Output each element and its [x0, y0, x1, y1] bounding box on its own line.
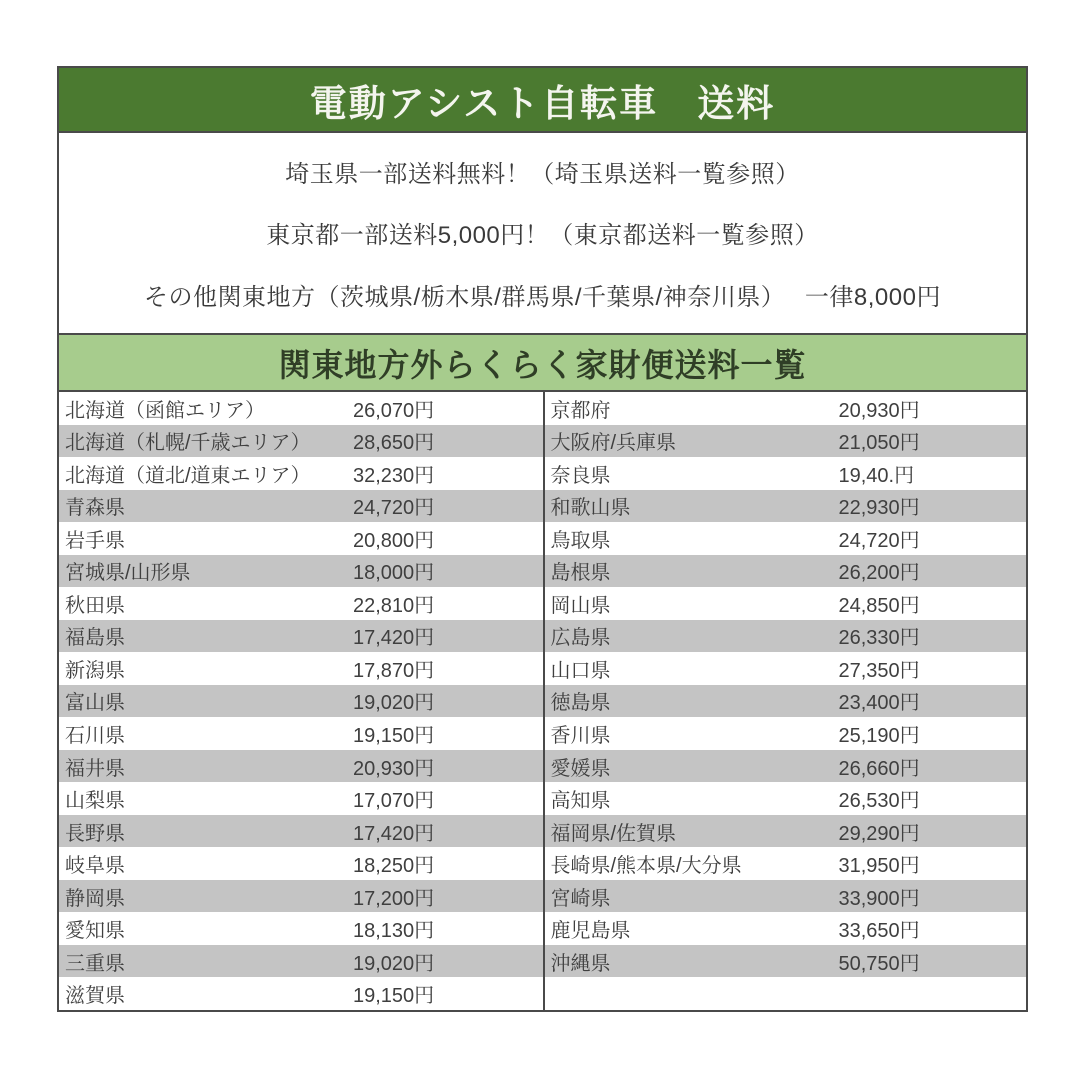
note-tokyo: 東京都一部送料5,000円！（東京都送料一覧参照） [266, 222, 819, 250]
region-name: 福井県 [65, 757, 125, 780]
table-row [59, 880, 543, 913]
table-row [543, 912, 1027, 945]
region-price: 23,400円 [838, 692, 920, 715]
region-price: 20,930円 [838, 399, 920, 422]
table-row [543, 782, 1027, 815]
shipping-notes [59, 133, 1026, 333]
table-row [543, 750, 1027, 783]
region-name: 石川県 [65, 725, 125, 748]
section-title: 関東地方外らくらく家財便送料一覧 [59, 333, 1026, 392]
region-price: 17,200円 [353, 887, 435, 910]
region-price: 26,070円 [353, 399, 435, 422]
region-name: 福島県 [65, 627, 125, 650]
table-row [543, 945, 1027, 978]
region-name: 高知県 [550, 790, 611, 813]
region-name: 北海道（道北/道東エリア） [65, 464, 311, 487]
region-price: 22,810円 [353, 594, 435, 617]
region-name: 滋賀県 [65, 985, 125, 1008]
table-row [59, 912, 543, 945]
region-name: 徳島県 [550, 692, 611, 715]
region-name: 山梨県 [65, 790, 125, 813]
table-row [543, 880, 1027, 913]
region-name: 宮崎県 [550, 887, 611, 910]
table-row [59, 555, 543, 588]
table-row [543, 555, 1027, 588]
shipping-info-box [57, 66, 1028, 1012]
region-price: 26,330円 [838, 627, 920, 650]
table-row [543, 652, 1027, 685]
table-row [59, 717, 543, 750]
region-name: 島根県 [550, 562, 611, 585]
table-row [543, 457, 1027, 490]
region-price: 17,070円 [353, 790, 435, 813]
region-name: 香川県 [550, 725, 611, 748]
region-name: 愛媛県 [550, 757, 611, 780]
table-row [59, 815, 543, 848]
table-row [59, 652, 543, 685]
region-price: 19,150円 [353, 985, 435, 1008]
region-name: 静岡県 [65, 887, 125, 910]
table-row [543, 620, 1027, 653]
table-row [59, 945, 543, 978]
region-price: 33,650円 [838, 920, 920, 943]
region-name: 長崎県/熊本県/大分県 [550, 855, 742, 878]
region-name: 奈良県 [550, 464, 611, 487]
region-name: 愛知県 [65, 920, 125, 943]
region-price: 19,40.円 [838, 464, 915, 487]
region-name: 京都府 [550, 399, 611, 422]
region-name: 山口県 [550, 659, 611, 682]
region-price: 32,230円 [353, 464, 435, 487]
region-name: 広島県 [550, 627, 611, 650]
region-name: 岐阜県 [65, 855, 125, 878]
table-row [543, 685, 1027, 718]
table-row [59, 522, 543, 555]
region-price: 25,190円 [838, 725, 920, 748]
table-row [59, 847, 543, 880]
table-row [543, 977, 1027, 1010]
region-name: 岡山県 [550, 594, 611, 617]
region-price: 21,050円 [838, 432, 920, 455]
table-row [59, 620, 543, 653]
region-price: 19,150円 [353, 725, 435, 748]
region-price: 19,020円 [353, 952, 435, 975]
region-name: 大阪府/兵庫県 [550, 432, 677, 455]
region-price: 31,950円 [838, 855, 920, 878]
region-price: 20,800円 [353, 529, 435, 552]
region-name: 和歌山県 [550, 497, 631, 520]
table-row [59, 685, 543, 718]
table-row [59, 392, 543, 425]
region-name: 岩手県 [65, 529, 125, 552]
region-name: 鹿児島県 [550, 920, 631, 943]
region-name: 北海道（札幌/千歳エリア） [65, 432, 311, 455]
region-name: 新潟県 [65, 659, 125, 682]
table-row [543, 587, 1027, 620]
region-name: 北海道（函館エリア） [65, 399, 265, 422]
table-row [59, 782, 543, 815]
table-row [59, 587, 543, 620]
region-price: 26,660円 [838, 757, 920, 780]
region-name: 福岡県/佐賀県 [550, 822, 677, 845]
region-price: 17,420円 [353, 627, 435, 650]
region-price: 24,720円 [353, 497, 435, 520]
region-price: 24,720円 [838, 529, 920, 552]
region-price: 26,200円 [838, 562, 920, 585]
region-price: 29,290円 [838, 822, 920, 845]
table-row [59, 490, 543, 523]
region-price: 50,750円 [838, 952, 920, 975]
region-price: 19,020円 [353, 692, 435, 715]
region-price: 18,130円 [353, 920, 435, 943]
region-name: 三重県 [65, 952, 125, 975]
table-row [543, 425, 1027, 458]
region-price: 17,870円 [353, 659, 435, 682]
region-price: 22,930円 [838, 497, 920, 520]
note-saitama: 埼玉県一部送料無料！（埼玉県送料一覧参照） [285, 161, 800, 189]
region-name: 長野県 [65, 822, 125, 845]
region-price: 17,420円 [353, 822, 435, 845]
shipping-fee-table [59, 392, 1026, 1010]
region-name: 沖縄県 [550, 952, 611, 975]
table-row [543, 522, 1027, 555]
region-name: 宮城県/山形県 [65, 562, 191, 585]
table-row [59, 750, 543, 783]
region-price: 24,850円 [838, 594, 920, 617]
region-price: 28,650円 [353, 432, 435, 455]
region-name: 鳥取県 [550, 529, 611, 552]
note-other-kanto: その他関東地方（茨城県/栃木県/群馬県/千葉県/神奈川県） 一律8,000円 [144, 283, 941, 311]
table-row [59, 457, 543, 490]
region-price: 18,250円 [353, 855, 435, 878]
table-row [543, 847, 1027, 880]
table-row [59, 977, 543, 1010]
table-row [543, 392, 1027, 425]
region-price: 26,530円 [838, 790, 920, 813]
region-name: 青森県 [65, 497, 125, 520]
region-name: 秋田県 [65, 594, 125, 617]
table-row [543, 815, 1027, 848]
region-name: 富山県 [65, 692, 125, 715]
table-row [543, 490, 1027, 523]
region-price: 27,350円 [838, 659, 920, 682]
region-price: 18,000円 [353, 562, 435, 585]
region-price: 33,900円 [838, 887, 920, 910]
table-row [59, 425, 543, 458]
table-row [543, 717, 1027, 750]
page-title: 電動アシスト自転車 送料 [59, 68, 1026, 133]
region-price: 20,930円 [353, 757, 435, 780]
